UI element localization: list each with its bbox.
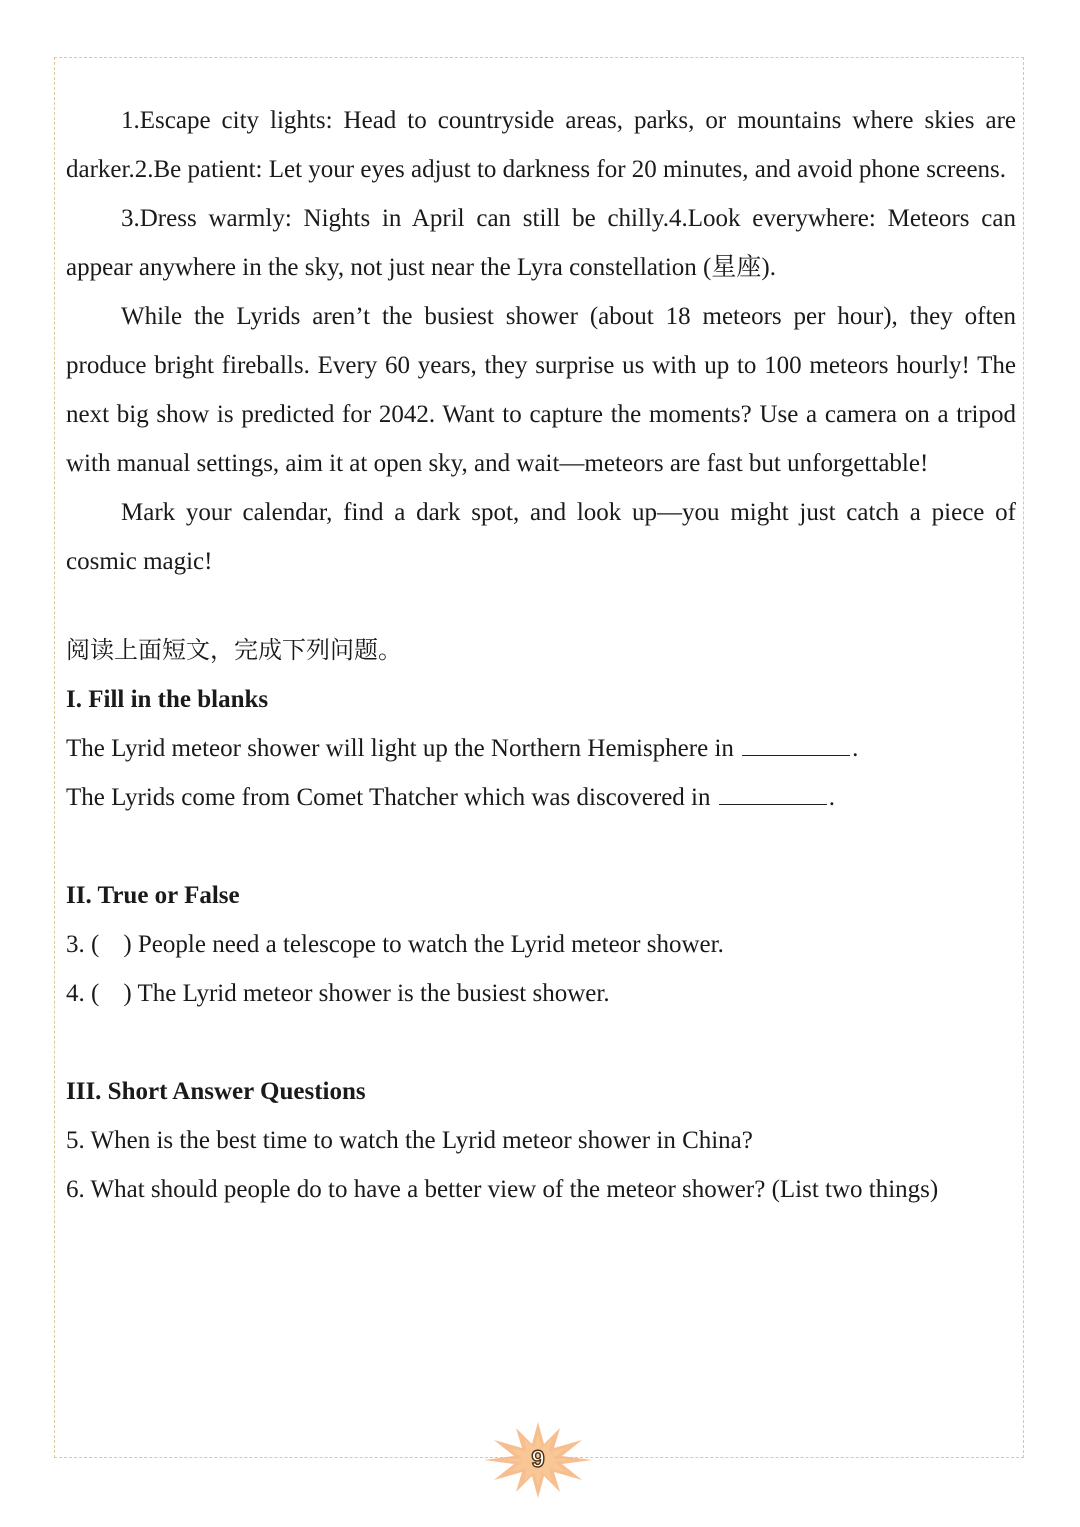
section-3-title: III. Short Answer Questions bbox=[66, 1078, 366, 1105]
question-4 bbox=[66, 969, 1016, 1018]
section-2-title: II. True or False bbox=[66, 882, 240, 909]
passage-paragraph-4: Mark your calendar, find a dark spot, and look up—you might just catch a piece of cosmic magic! bbox=[66, 499, 1016, 575]
question-2: The Lyrids come from Comet Thatcher which was discovered in . bbox=[66, 784, 835, 811]
instruction-text: 阅读上面短文，完成下列问题。 bbox=[66, 636, 402, 664]
question-4-number: 4. ( bbox=[66, 980, 100, 1007]
passage-paragraph-1: 1.Escape city lights: Head to countryside areas, parks, or mountains where skies are darker.2.Be patient: Let your eyes adjust to darkness for 20 minutes, and avoid phone screens. bbox=[66, 107, 1016, 183]
question-1-text: The Lyrid meteor shower will light up the Northern Hemisphere in bbox=[66, 735, 734, 762]
question-2-text: The Lyrids come from Comet Thatcher which was discovered in bbox=[66, 784, 711, 811]
page-number-badge bbox=[482, 1420, 594, 1500]
page-number: 9 bbox=[531, 1446, 545, 1473]
question-6: 6. What should people do to have a better view of the meteor shower? (List two things) bbox=[66, 1176, 939, 1203]
question-5: 5. When is the best time to watch the Lyrid meteor shower in China? bbox=[66, 1127, 753, 1154]
section-1-title: I. Fill in the blanks bbox=[66, 686, 269, 713]
question-3-number: 3. ( bbox=[66, 931, 100, 958]
question-3 bbox=[66, 920, 1016, 969]
question-4-text: ) The Lyrid meteor shower is the busiest shower. bbox=[123, 980, 610, 1007]
passage-paragraph-3: While the Lyrids aren’t the busiest shower (about 18 meteors per hour), they often produce bright fireballs. Every 60 years, they surprise us with up to 100 meteors hourly! The next big show is predicted for 2042. Want to capture the moments? Use a camera on a tripod with manual settings, aim it at open sky, and wait—meteors are fast but unforgettable! bbox=[66, 303, 1016, 477]
question-1: The Lyrid meteor shower will light up the Northern Hemisphere in . bbox=[66, 735, 859, 762]
passage-paragraph-2: 3.Dress warmly: Nights in April can still be chilly.4.Look everywhere: Meteors can appear anywhere in the sky, not just near the Lyra constellation (星座). bbox=[66, 205, 1016, 281]
answer-blank-1[interactable] bbox=[742, 735, 850, 756]
document-body bbox=[66, 96, 1016, 1214]
question-3-text: ) People need a telescope to watch the Lyrid meteor shower. bbox=[123, 931, 724, 958]
answer-blank-2[interactable] bbox=[719, 784, 827, 805]
